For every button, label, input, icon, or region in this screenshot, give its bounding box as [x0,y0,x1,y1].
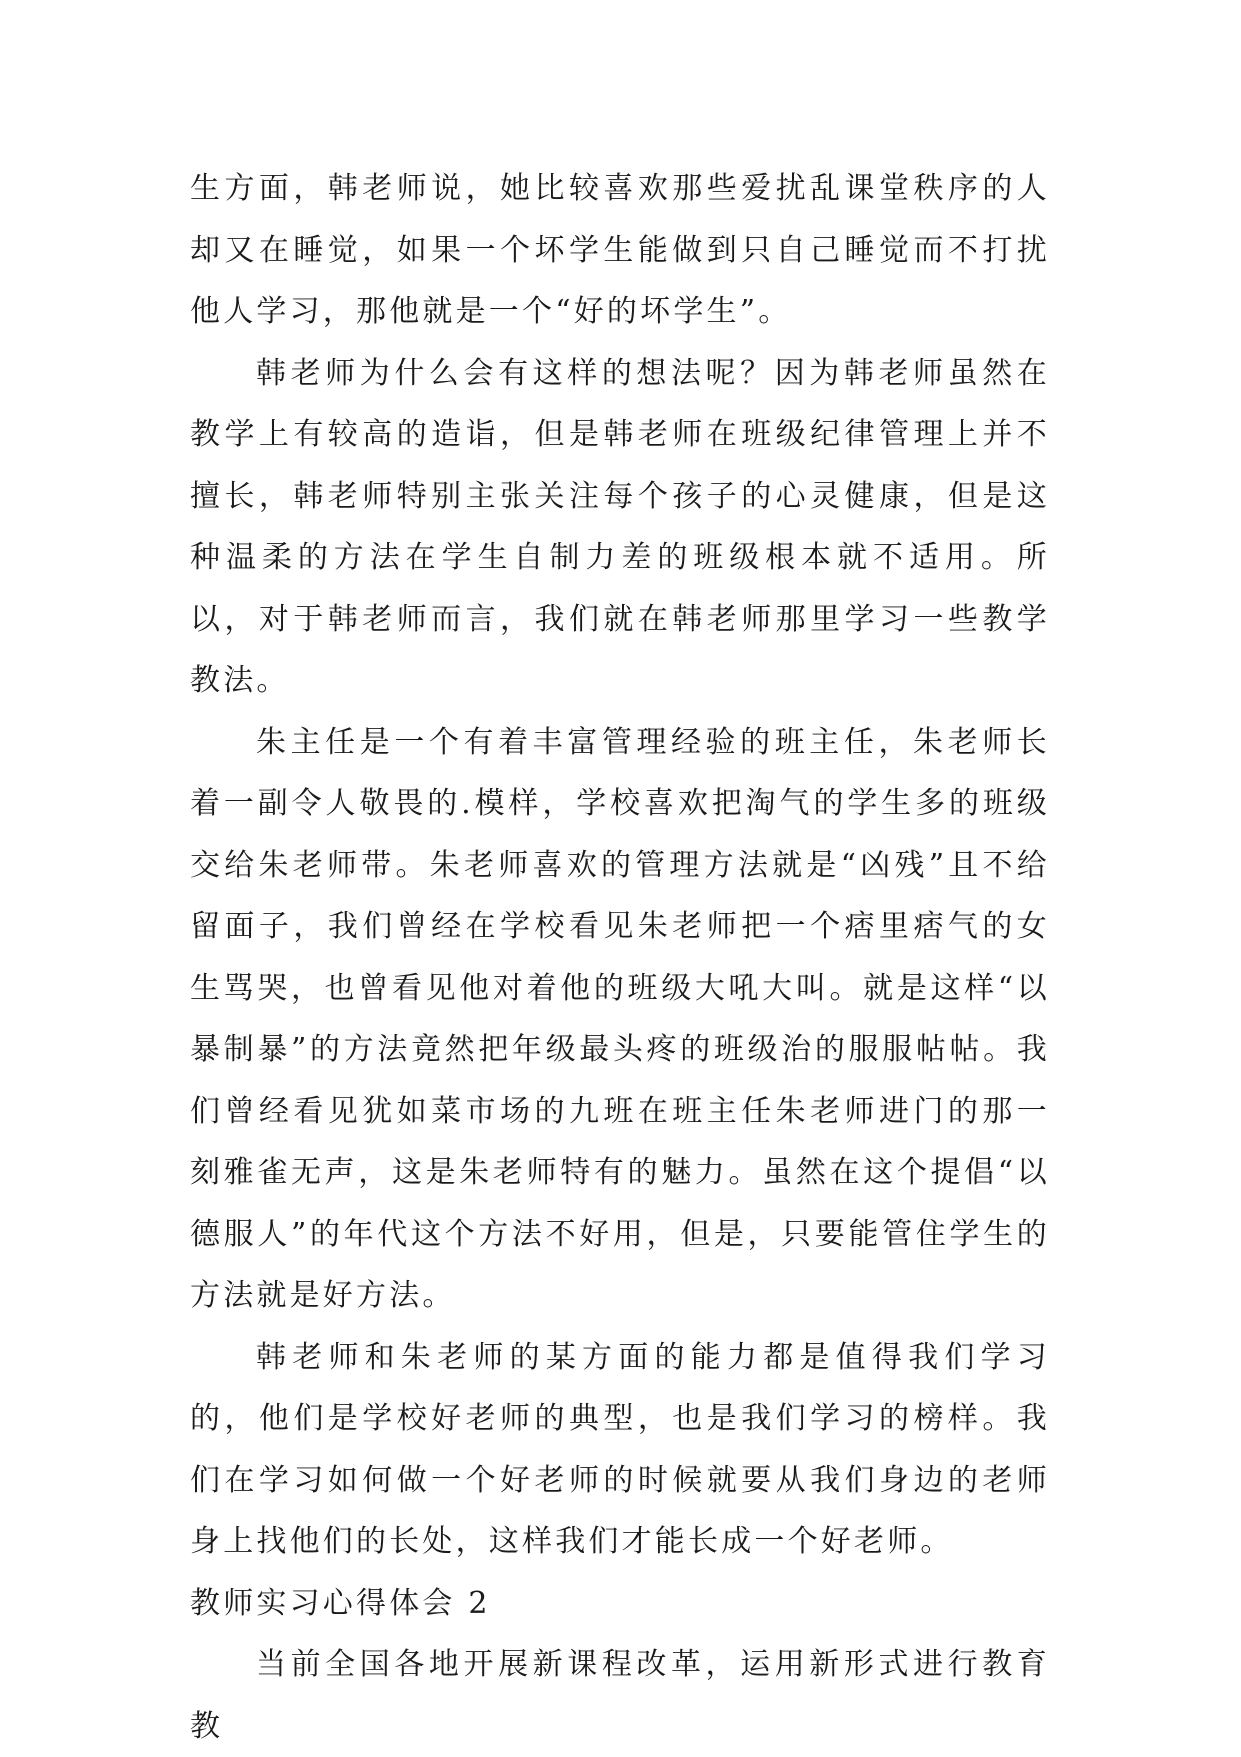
paragraph-2: 韩老师为什么会有这样的想法呢？因为韩老师虽然在教学上有较高的造诣，但是韩老师在班级纪律管理上并不擅长，韩老师特别主张关注每个孩子的心灵健康，但是这种温柔的方法在学生自制力差的班级根本就不适用。所以，对于韩老师而言，我们就在韩老师那里学习一些教学教法。 [190,355,1050,698]
paragraph-4: 韩老师和朱老师的某方面的能力都是值得我们学习的，他们是学校好老师的典型，也是我们学习的榜样。我们在学习如何做一个好老师的时候就要从我们身边的老师身上找他们的长处，这样我们才能长成一个好老师。 [190,1339,1050,1559]
paragraph-1: 生方面，韩老师说，她比较喜欢那些爱扰乱课堂秩序的人却又在睡觉，如果一个坏学生能做到只自己睡觉而不打扰他人学习，那他就是一个“好的坏学生”。 [190,171,1050,329]
paragraph-3: 朱主任是一个有着丰富管理经验的班主任，朱老师长着一副令人敬畏的.模样，学校喜欢把淘气的学生多的班级交给朱老师带。朱老师喜欢的管理方法就是“凶残”且不给留面子，我们曾经在学校看见朱老师把一个痞里痞气的女生骂哭，也曾看见他对着他的班级大吼大叫。就是这样“以暴制暴”的方法竟然把年级最头疼的班级治的服服帖帖。我们曾经看见犹如菜市场的九班在班主任朱老师进门的那一刻雅雀无声，这是朱老师特有的魅力。虽然在这个提倡“以德服人”的年代这个方法不好用，但是，只要能管住学生的方法就是好方法。 [190,724,1050,1313]
document-body [190,158,1050,1757]
paragraph-5: 当前全国各地开展新课程改革，运用新形式进行教育教 [190,1647,1050,1744]
section-heading: 教师实习心得体会 2 [190,1585,491,1621]
